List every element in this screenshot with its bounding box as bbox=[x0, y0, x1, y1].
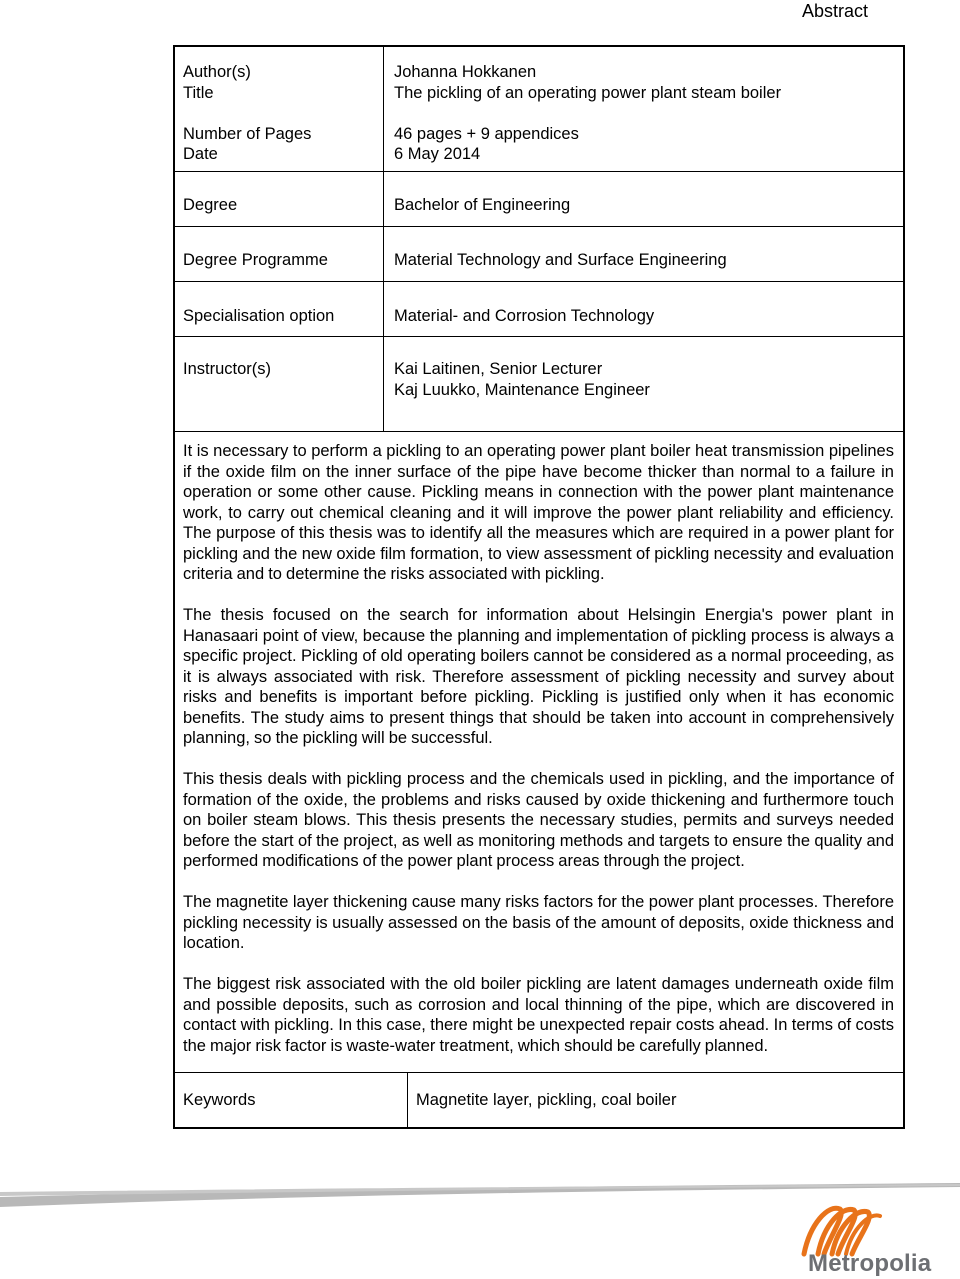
abstract-paragraph: The biggest risk associated with the old boiler pickling are latent damages underneath oxide film and possible deposits, such as corrosion and local thinning of the pipe, which are discovered in contact with pickling. In this case, there might be unexpected repair costs ahead. In terms of costs the major risk factor is waste-water treatment, which should be carefully planned. bbox=[183, 975, 894, 1055]
abstract-paragraph: The thesis focused on the search for information about Helsingin Energia's power plant in Hanasaari point of view, because the planning and implementation of pickling process is always a specific project. Pickling of old operating boilers cannot be considered as a normal proceeding, as it is always associated with risk. Therefore assessment of pickling necessity and survey about risks and benefits is important before pickling. Pickling is justified only when it has economic benefits. The study aims to present things that should be taken into account in comprehensively planning, so the pickling will be successful. bbox=[183, 606, 894, 747]
instructor-2: Kaj Luukko, Maintenance Engineer bbox=[394, 380, 650, 399]
specialisation-label: Specialisation option bbox=[175, 282, 383, 337]
instructors-values bbox=[384, 337, 903, 432]
specialisation-value: Material- and Corrosion Technology bbox=[384, 282, 903, 337]
keywords-row bbox=[175, 1073, 903, 1127]
abstract-paragraph: It is necessary to perform a pickling to an operating power plant boiler heat transmission pipelines if the oxide film on the inner surface of the pipe have become thicker than normal to a failure in operation or some other cause. Pickling means in connection with the power plant maintenance work, to carry out chemical cleaning and it will improve the power plant reliability and efficiency. The purpose of this thesis was to identify all the measures which are required in a power plant for pickling and the new oxide film formation, to view assessment of pickling necessity and evaluation criteria and to determine the risks associated with pickling. bbox=[183, 442, 894, 583]
metropolia-logo-text: Metropolia bbox=[808, 1250, 932, 1277]
abstract-form bbox=[173, 45, 905, 1129]
metadata-table bbox=[175, 47, 903, 432]
abstract-paragraph: The magnetite layer thickening cause many risks factors for the power plant processes. Therefore pickling necessity is usually assessed on the basis of the amount of deposits, oxide thickness and location. bbox=[183, 893, 894, 952]
degree-value: Bachelor of Engineering bbox=[384, 172, 903, 227]
author-label: Author(s) bbox=[183, 63, 251, 81]
keywords-label: Keywords bbox=[175, 1073, 408, 1127]
abstract-paragraph: This thesis deals with pickling process and the chemicals used in pickling, and the importance of formation of the oxide, the problems and risks caused by oxide thickening and furthermore touch on boiler steam blows. This thesis presents the necessary studies, permits and surveys needed before the start of the project, as well as monitoring methods and targets to ensure the quality and performed modifications of the power plant process areas through the project. bbox=[183, 770, 894, 870]
author-title-pages-date-values bbox=[384, 47, 903, 172]
instructor-1: Kai Laitinen, Senior Lecturer bbox=[394, 360, 603, 378]
instructors-label: Instructor(s) bbox=[175, 337, 383, 432]
pages-value: 46 pages + 9 appendices bbox=[394, 124, 579, 143]
metadata-values-column bbox=[384, 47, 903, 432]
spacer bbox=[394, 103, 903, 124]
date-label: Date bbox=[183, 145, 218, 163]
title-value: The pickling of an operating power plant steam boiler bbox=[394, 83, 782, 102]
degree-label: Degree bbox=[175, 172, 383, 227]
author-value: Johanna Hokkanen bbox=[394, 63, 537, 81]
spacer bbox=[183, 103, 383, 124]
degree-programme-label: Degree Programme bbox=[175, 227, 383, 282]
pages-label: Number of Pages bbox=[183, 124, 312, 143]
page-header-label: Abstract bbox=[801, 1, 868, 21]
date-value: 6 May 2014 bbox=[394, 145, 481, 163]
abstract-body bbox=[175, 432, 903, 1073]
author-title-pages-date-labels bbox=[175, 47, 383, 172]
degree-programme-value: Material Technology and Surface Engineering bbox=[384, 227, 903, 282]
keywords-value: Magnetite layer, pickling, coal boiler bbox=[416, 1091, 677, 1109]
metadata-labels-column bbox=[175, 47, 384, 432]
title-label: Title bbox=[183, 83, 214, 102]
